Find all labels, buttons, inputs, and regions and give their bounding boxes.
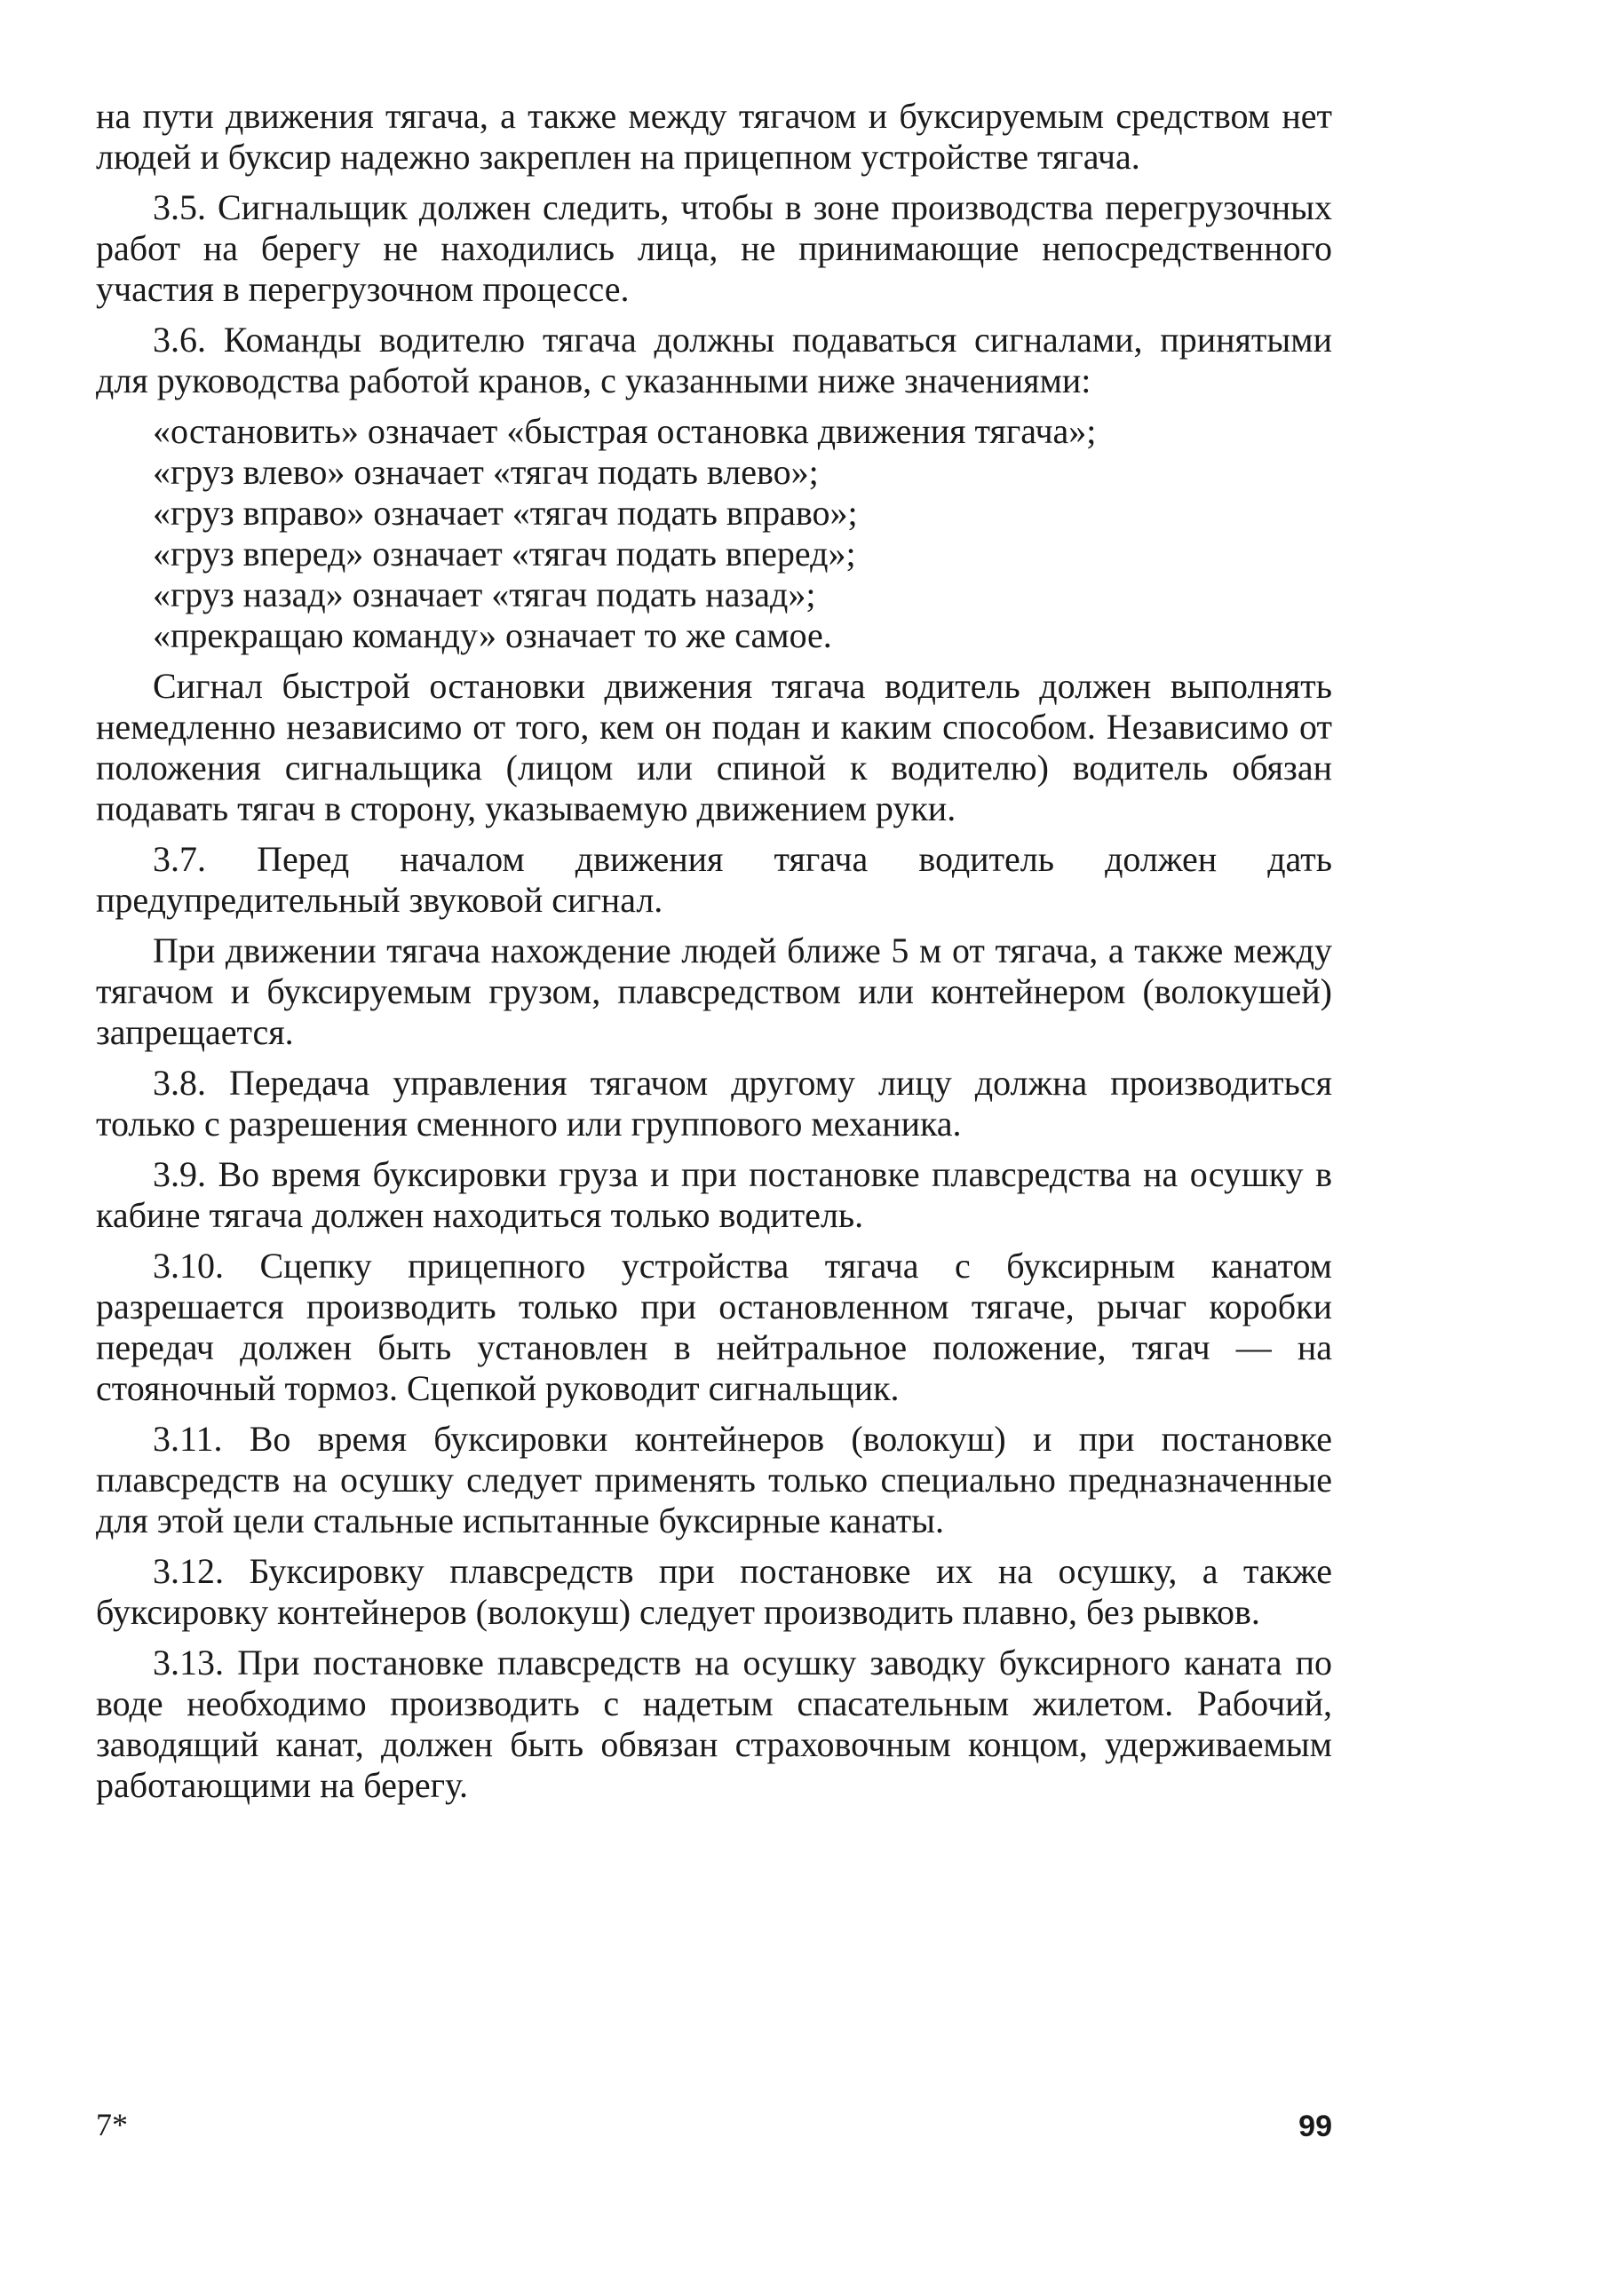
command-item: «груз вправо» означает «тягач подать вправо»; — [153, 493, 858, 533]
page-footer — [96, 2106, 1332, 2159]
page-body — [96, 96, 1332, 1816]
command-list — [96, 411, 1332, 656]
paragraph-3-6-signal: Сигнал быстрой остановки движения тягача водитель должен выполнять немедленно независимо от того, кем он подан и каким способом. Независимо от положения сигнальщика (лицом или спиной к водителю) водитель обязан подавать тягач в сторону, указываемую движением руки. — [96, 666, 1332, 828]
command-item: «груз влево» означает «тягач подать влево»; — [153, 452, 819, 492]
paragraph-3-7: 3.7. Перед началом движения тягача водитель должен дать предупредительный звуковой сигнал. — [96, 839, 1332, 920]
command-item: «прекращаю команду» означает то же самое. — [153, 615, 832, 655]
paragraph-3-7-distance: При движении тягача нахождение людей ближе 5 м от тягача, а также между тягачом и буксируемым грузом, плавсредством или контейнером (волокушей) запрещается. — [96, 930, 1332, 1052]
paragraph-3-13: 3.13. При постановке плавсредств на осушку заводку буксирного каната по воде необходимо производить с надетым спасательным жилетом. Рабочий, заводящий канат, должен быть обвязан страховочным концом, удерживаемым работающими на берегу. — [96, 1643, 1332, 1805]
paragraph-3-11: 3.11. Во время буксировки контейнеров (волокуш) и при постановке плавсредств на осушку следует применять только специально предназначенные для этой цели стальные испытанные буксирные канаты. — [96, 1419, 1332, 1540]
command-item: «груз назад» означает «тягач подать назад»; — [153, 574, 816, 614]
paragraph-3-10: 3.10. Сцепку прицепного устройства тягача с буксирным канатом разрешается производить только при остановленном тягаче, рычаг коробки передач должен быть установлен в нейтральное положение, тягач — на стояночный тормоз. Сцепкой руководит сигнальщик. — [96, 1246, 1332, 1408]
paragraph-3-8: 3.8. Передача управления тягачом другому лицу должна производиться только с разрешения сменного или группового механика. — [96, 1063, 1332, 1144]
paragraph-3-12: 3.12. Буксировку плавсредств при постановке их на осушку, а также буксировку контейнеров (волокуш) следует производить плавно, без рывков. — [96, 1551, 1332, 1632]
paragraph-3-9: 3.9. Во время буксировки груза и при постановке плавсредства на осушку в кабине тягача должен находиться только водитель. — [96, 1154, 1332, 1235]
signature-mark: 7* — [96, 2107, 128, 2142]
page-number: 99 — [1298, 2110, 1332, 2143]
command-item: «груз вперед» означает «тягач подать вперед»; — [153, 534, 856, 574]
command-item: «остановить» означает «быстрая остановка движения тягача»; — [153, 411, 1097, 451]
paragraph-continuation: на пути движения тягача, а также между тягачом и буксируемым средством нет людей и буксир надежно закреплен на прицепном устройстве тягача. — [96, 96, 1332, 177]
paragraph-3-5: 3.5. Сигнальщик должен следить, чтобы в зоне производства перегрузочных работ на берегу не находились лица, не принимающие непосредственного участия в перегрузочном процессе. — [96, 187, 1332, 309]
paragraph-3-6: 3.6. Команды водителю тягача должны подаваться сигналами, принятыми для руководства работой кранов, с указанными ниже значениями: — [96, 320, 1332, 400]
